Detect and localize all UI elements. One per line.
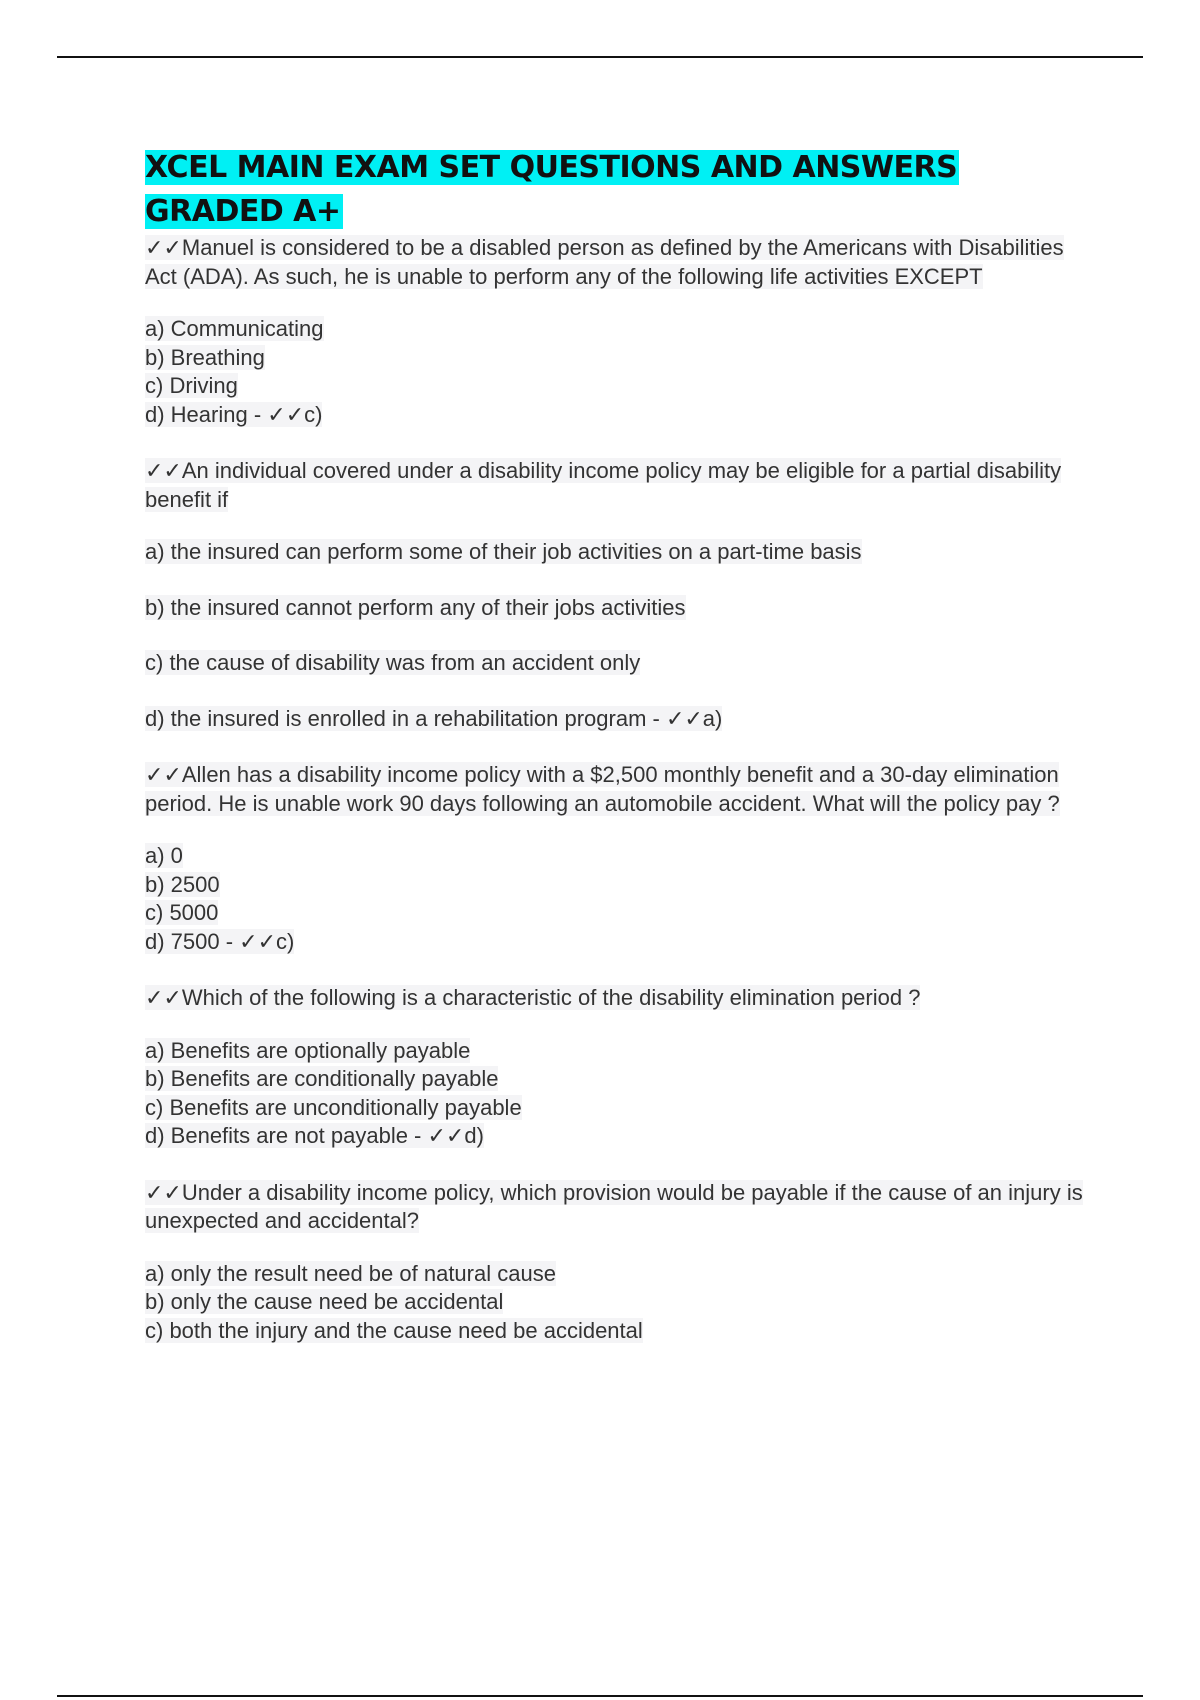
option-list bbox=[145, 538, 1095, 733]
document-body bbox=[145, 146, 1095, 1345]
question-block bbox=[145, 457, 1095, 733]
bottom-rule bbox=[57, 1695, 1143, 1697]
question-text: ✓✓An individual covered under a disability income policy may be eligible for a partial disability benefit if bbox=[145, 458, 1062, 512]
option-item: b) Breathing bbox=[145, 344, 265, 370]
question-text: ✓✓Allen has a disability income policy with a $2,500 monthly benefit and a 30-day elimination period. He is unable work 90 days following an automobile accident. What will the policy pay ? bbox=[145, 762, 1060, 816]
question-block bbox=[145, 984, 1095, 1151]
question-block bbox=[145, 761, 1095, 956]
option-item: c) Driving bbox=[145, 373, 238, 398]
option-item: d) Benefits are not payable - ✓✓d) bbox=[145, 1123, 484, 1148]
question-text: ✓✓Under a disability income policy, which provision would be payable if the cause of an injury is unexpected and accidental? bbox=[145, 1179, 1083, 1233]
top-rule bbox=[57, 56, 1143, 58]
question-block bbox=[145, 1179, 1095, 1346]
option-list bbox=[145, 842, 1095, 956]
option-item: a) the insured can perform some of their job activities on a part-time basis bbox=[145, 539, 862, 564]
option-item: c) both the injury and the cause need be accidental bbox=[145, 1317, 643, 1343]
option-item: d) Hearing - ✓✓c) bbox=[145, 401, 323, 427]
option-list bbox=[145, 1037, 1095, 1151]
question-block bbox=[145, 234, 1095, 429]
question-text: ✓✓Manuel is considered to be a disabled person as defined by the Americans with Disabilities Act (ADA). As such, he is unable to perform any of the following life activities EXCEPT bbox=[145, 235, 1064, 289]
option-item: a) 0 bbox=[145, 843, 183, 868]
option-item: d) the insured is enrolled in a rehabilitation program - ✓✓a) bbox=[145, 705, 723, 731]
option-list bbox=[145, 315, 1095, 429]
option-item: b) only the cause need be accidental bbox=[145, 1289, 504, 1314]
question-text: ✓✓Which of the following is a characteristic of the disability elimination period ? bbox=[145, 985, 921, 1010]
option-item: b) 2500 bbox=[145, 871, 220, 897]
document-title: XCEL MAIN EXAM SET QUESTIONS AND ANSWERS GRADED A+ bbox=[145, 150, 958, 229]
option-item: b) Benefits are conditionally payable bbox=[145, 1066, 499, 1091]
option-item: a) Communicating bbox=[145, 316, 324, 341]
option-item: a) Benefits are optionally payable bbox=[145, 1037, 471, 1063]
option-item: a) only the result need be of natural cause bbox=[145, 1260, 556, 1286]
option-item: b) the insured cannot perform any of their jobs activities bbox=[145, 594, 686, 620]
option-list bbox=[145, 1260, 1095, 1346]
option-item: c) Benefits are unconditionally payable bbox=[145, 1094, 522, 1120]
option-item: c) 5000 bbox=[145, 900, 219, 925]
option-item: c) the cause of disability was from an accident only bbox=[145, 650, 641, 675]
option-item: d) 7500 - ✓✓c) bbox=[145, 928, 295, 954]
